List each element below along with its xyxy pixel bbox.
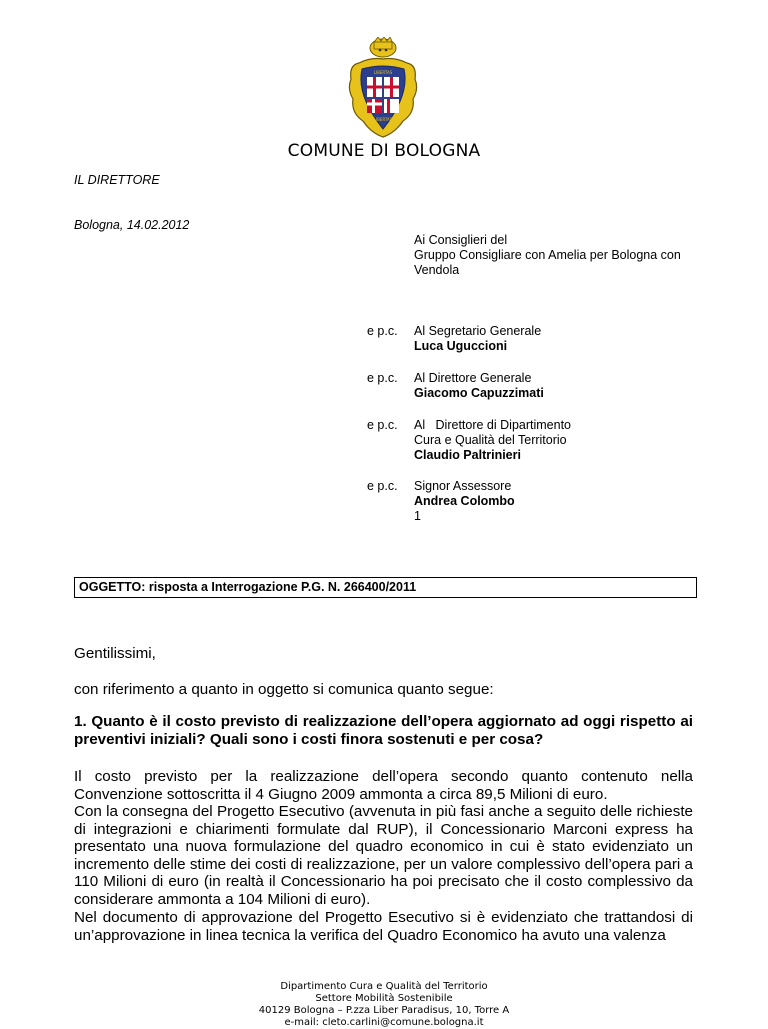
cc-prefix: e p.c.	[367, 479, 398, 493]
sender-office: IL DIRETTORE	[74, 173, 160, 187]
shield-motto-bottom: LIBERTAS	[373, 117, 393, 122]
answer-paragraph-1: Il costo previsto per la realizzazione dell’opera secondo quanto contenuto nella Convenzione sottoscritta il 4 Giugno 2009 ammonta a circa 89,5 Milioni di euro.	[74, 768, 693, 803]
main-recipient-line: Vendola	[414, 263, 460, 277]
place-date: Bologna, 14.02.2012	[74, 218, 190, 232]
cc-prefix: e p.c.	[367, 324, 398, 338]
footer-line: Dipartimento Cura e Qualità del Territorio	[280, 981, 488, 992]
footer	[180, 981, 588, 1029]
cc-role: Signor Assessore	[414, 479, 512, 493]
institution-name: COMUNE DI BOLOGNA	[287, 141, 481, 161]
footer-email[interactable]: e-mail: cleto.carlini@comune.bologna.it	[284, 1017, 484, 1028]
intro-line: con riferimento a quanto in oggetto si comunica quanto segue:	[74, 681, 494, 698]
answer-paragraph-2: Con la consegna del Progetto Esecutivo (avvenuta in più fasi anche a seguito delle richieste di integrazioni e chiarimenti formulate dal RUP), il Concessionario Marconi express ha presentato una nuova formulazione del quadro economico in cui è stato evidenziato un incremento delle stime dei costi di realizzazione, per un valore complessivo dell’opera pari a 110 Milioni di euro (in realtà il Concessionario ha poi precisato che il costo complessivo da considerare ammonta a 104 Milioni di euro).	[74, 803, 693, 908]
cc-extra: 1	[414, 509, 421, 523]
main-recipient-line: Gruppo Consigliare con Amelia per Bologna con	[414, 248, 681, 262]
footer-line: Settore Mobilità Sostenibile	[315, 993, 453, 1004]
cc-name: Giacomo Capuzzimati	[414, 386, 544, 400]
shield-motto-top: LIBERTAS	[373, 70, 393, 75]
greeting: Gentilissimi,	[74, 645, 156, 662]
cc-recipient-segretario	[414, 324, 541, 354]
subject-box: OGGETTO: risposta a Interrogazione P.G. N. 266400/2011	[74, 577, 697, 598]
cc-name: Luca Uguccioni	[414, 339, 508, 353]
cc-prefix: e p.c.	[367, 371, 398, 385]
cc-role-department: Cura e Qualità del Territorio	[414, 433, 567, 447]
cc-role: Al Segretario Generale	[414, 324, 542, 338]
main-recipient	[414, 233, 681, 278]
cc-recipient-direttore-generale	[414, 371, 544, 401]
answer-paragraph-3: Nel documento di approvazione del Progetto Esecutivo si è evidenziato che trattandosi di un’approvazione in linea tecnica la verifica del Quadro Economico ha avuto una valenza	[74, 909, 693, 944]
cc-prefix: e p.c.	[367, 418, 398, 432]
lion-crest	[370, 37, 396, 57]
cc-name: Andrea Colombo	[414, 494, 515, 508]
cc-role: Al Direttore di Dipartimento	[414, 418, 572, 432]
cc-recipient-assessore	[414, 479, 515, 524]
footer-line: 40129 Bologna – P.zza Liber Paradisus, 10, Torre A	[258, 1005, 510, 1016]
question-1: 1. Quanto è il costo previsto di realizzazione dell’opera aggiornato ad oggi rispetto ai preventivi iniziali? Quali sono i costi finora sostenuti e per cosa?	[74, 713, 693, 748]
cc-name: Claudio Paltrinieri	[414, 448, 521, 462]
main-recipient-line: Ai Consiglieri del	[414, 233, 508, 247]
bologna-coat-of-arms	[347, 37, 419, 139]
cc-role: Al Direttore Generale	[414, 371, 532, 385]
cc-recipient-direttore-dipartimento	[414, 418, 571, 463]
